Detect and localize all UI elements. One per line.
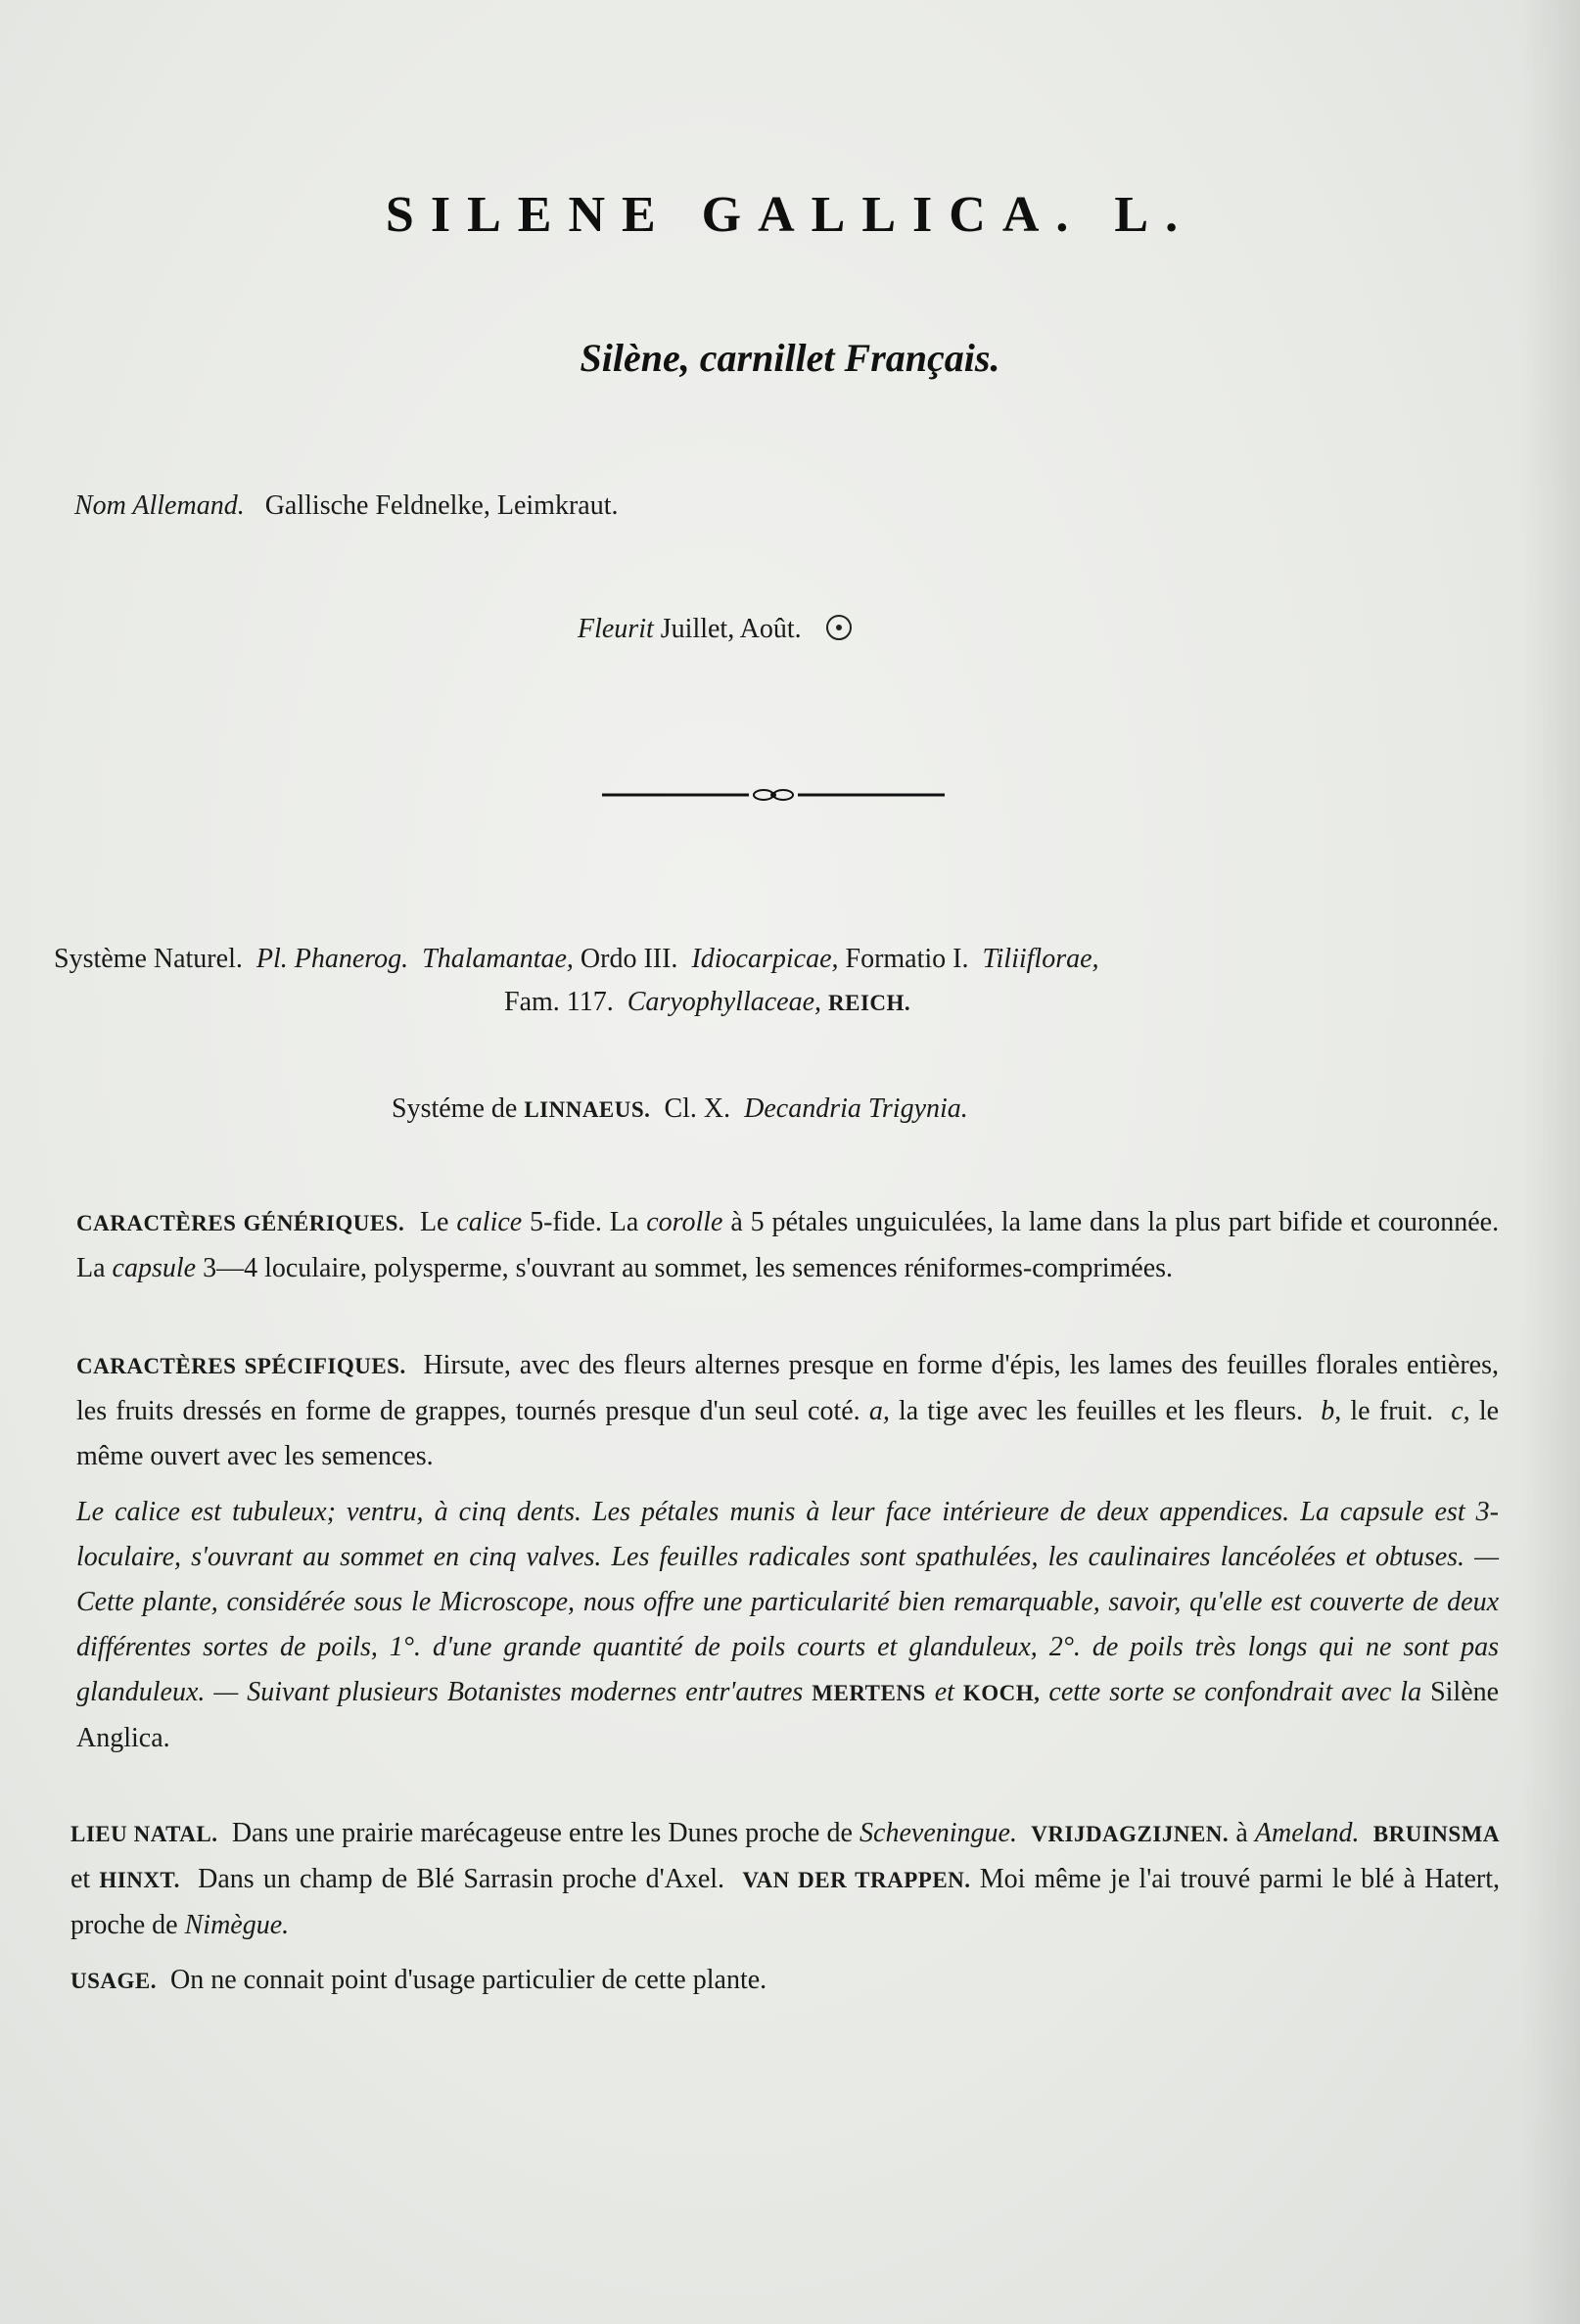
- description-text-3: cette sorte se confondrait avec la: [1048, 1677, 1422, 1707]
- specific-figure-b: b,: [1321, 1396, 1342, 1426]
- ornamental-divider: [602, 783, 945, 807]
- generic-label: CARACTÈRES GÉNÉRIQUES.: [76, 1211, 405, 1235]
- page-title: SILENE GALLICA. L.: [385, 187, 1195, 243]
- family-name: Caryophyllaceae,: [627, 987, 822, 1017]
- german-name-value: Gallische Feldnelke, Leimkraut.: [264, 490, 619, 521]
- linnaeus-class-number: Cl. X.: [664, 1093, 731, 1124]
- flowering-value: Juillet, Août.: [660, 614, 802, 644]
- system-part2: Thalamantae,: [422, 944, 574, 974]
- flowering-label: Fleurit: [578, 614, 654, 644]
- specific-figure-c: c,: [1451, 1396, 1470, 1426]
- flowering-line: [578, 613, 852, 646]
- description-text-4: Silène Anglica.: [76, 1677, 1500, 1753]
- natural-system-section: [54, 938, 1503, 1025]
- habitat-label: LIEU NATAL.: [70, 1822, 218, 1846]
- family-label: Fam. 117.: [504, 987, 614, 1017]
- system-part4: Idiocarpicae,: [691, 944, 839, 974]
- system-part6: Tiliiflorae,: [982, 944, 1099, 974]
- linnaeus-class: Decandria Trigynia.: [744, 1093, 968, 1124]
- annual-sun-icon: [826, 615, 852, 640]
- habitat-text-1: Dans une prairie marécageuse entre les Dunes proche de: [231, 1818, 853, 1848]
- specific-figure-a: a,: [868, 1396, 890, 1426]
- habitat-text-2: à: [1235, 1818, 1248, 1848]
- generic-text-3: à 5 pétales unguiculées, la lame dans la plus part bifide et couronnée. La: [76, 1207, 1500, 1283]
- habitat-paragraph: [70, 1811, 1500, 1948]
- description-koch: KOCH,: [962, 1681, 1041, 1705]
- habitat-name-3: HINXT.: [99, 1868, 180, 1892]
- german-name-line: [74, 489, 618, 523]
- usage-text: On ne connait point d'usage particulier de cette plante.: [170, 1965, 767, 1995]
- linnaeus-line: [392, 1092, 968, 1127]
- system-part5: Formatio I.: [845, 944, 969, 974]
- german-name-label: Nom Allemand.: [74, 490, 245, 521]
- description-text-1: Le calice est tubuleux; ventru, à cinq dents. Les pétales munis à leur face intérieure de deux appendices. La capsule est 3-loculaire, s'ouvrant au sommet en cinq valves. Les feuilles radicales sont spathulées, les caulinaires lancéolées et obtuses. — Cette plante, considérée sous le Microscope, nous offre une particularité bien remarquable, savoir, qu'elle est couverte de deux différentes sortes de poils, 1°. d'une grande quantité de poils courts et glanduleux, 2°. de poils très longs qui ne sont pas glanduleux. — Suivant plusieurs Botanistes modernes entr'autres: [76, 1497, 1499, 1707]
- specific-text-2: la tige avec les feuilles et les fleurs.: [898, 1396, 1303, 1426]
- habitat-text-5: Moi même je l'ai trouvé parmi le blé à Hatert, proche de: [70, 1864, 1500, 1940]
- linnaeus-name: LINNAEUS.: [524, 1097, 651, 1122]
- usage-label: USAGE.: [70, 1969, 157, 1993]
- generic-text-4: 3—4 loculaire, polysperme, s'ouvrant au sommet, les semences réniformes-comprimées.: [203, 1253, 1174, 1283]
- system-part3: Ordo III.: [580, 944, 678, 974]
- family-author: REICH.: [828, 991, 911, 1015]
- description-text-2: et: [934, 1677, 954, 1707]
- generic-corolle: corolle: [646, 1207, 723, 1237]
- specific-characters-paragraph: [76, 1343, 1499, 1479]
- habitat-place-2: Ameland.: [1254, 1818, 1360, 1848]
- usage-line: [70, 1964, 767, 1998]
- generic-calice: calice: [456, 1207, 523, 1237]
- specific-label: CARACTÈRES SPÉCIFIQUES.: [76, 1354, 406, 1378]
- habitat-name-1: VRIJDAGZIJNEN.: [1031, 1822, 1230, 1846]
- habitat-place-1: Scheveningue.: [860, 1818, 1017, 1848]
- system-part1: Pl. Phanerog.: [256, 944, 409, 974]
- system-label: Système Naturel.: [54, 944, 243, 974]
- specific-text-1: Hirsute, avec des fleurs alternes presque en forme d'épis, les lames des feuilles florales entières, les fruits dressés en forme de grappes, tournés presque d'un seul coté.: [76, 1350, 1499, 1426]
- habitat-place-3: Nimègue.: [184, 1910, 290, 1940]
- description-mertens: MERTENS: [812, 1681, 926, 1705]
- habitat-text-4: Dans un champ de Blé Sarrasin proche d'Axel.: [198, 1864, 725, 1894]
- habitat-name-2: BRUINSMA: [1372, 1822, 1500, 1846]
- generic-text-2: 5-fide. La: [530, 1207, 639, 1237]
- generic-text-1: Le: [419, 1207, 449, 1237]
- page-subtitle: Silène, carnillet Français.: [580, 336, 1000, 380]
- generic-capsule: capsule: [112, 1253, 197, 1283]
- linnaeus-label: Systéme de: [392, 1093, 518, 1124]
- specific-text-3: le fruit.: [1350, 1396, 1433, 1426]
- habitat-name-4: VAN DER TRAPPEN.: [742, 1868, 971, 1892]
- habitat-text-3: et: [70, 1864, 91, 1894]
- generic-characters-paragraph: [76, 1200, 1499, 1291]
- specific-text-4: le même ouvert avec les semences.: [76, 1396, 1500, 1471]
- description-paragraph: [76, 1490, 1499, 1761]
